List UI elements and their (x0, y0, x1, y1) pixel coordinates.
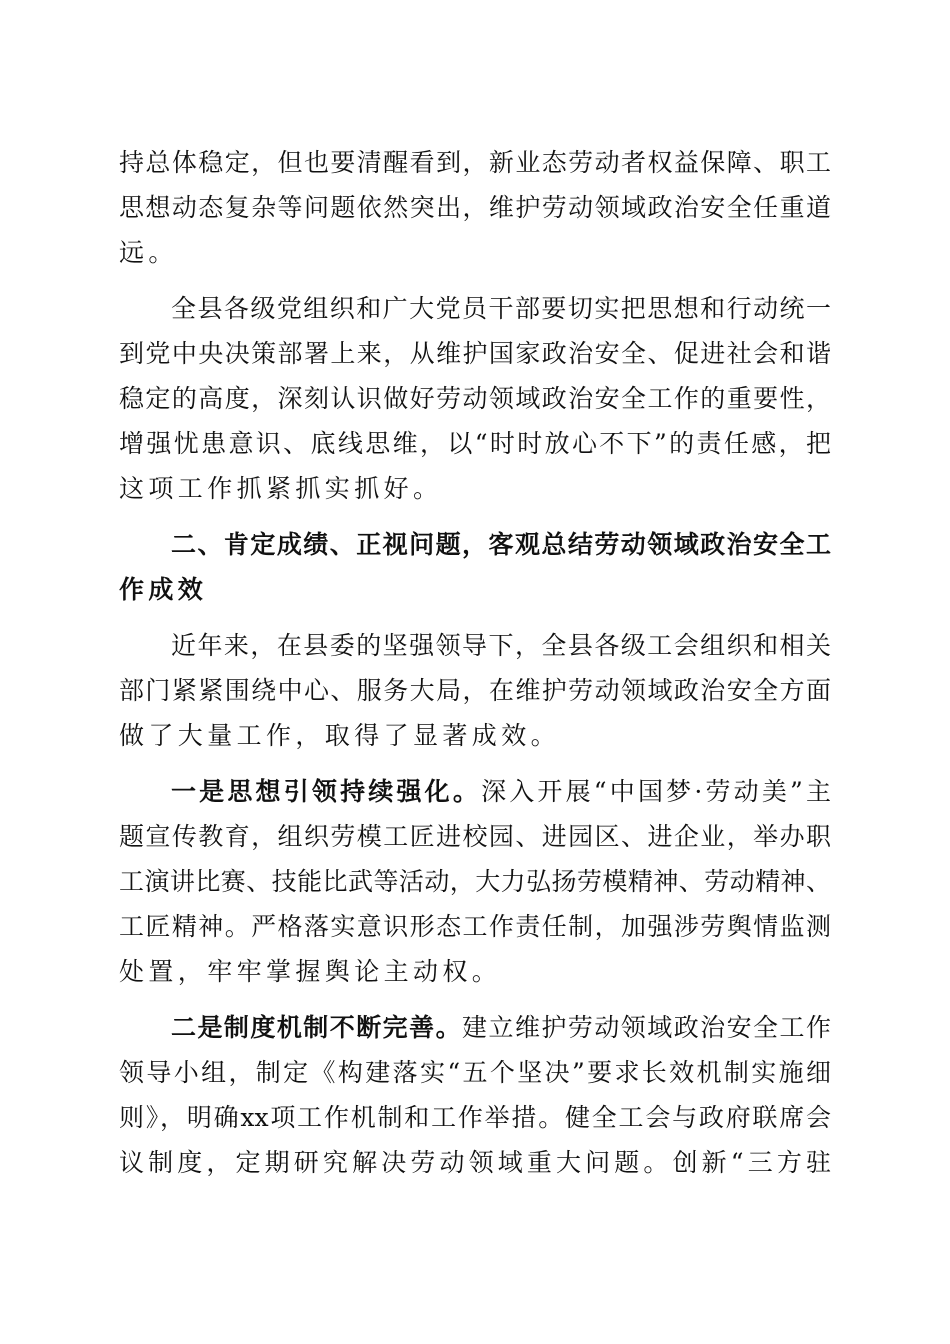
text-line: 思想动态复杂等问题依然突出，维护劳动领域政治安全任重道 (119, 193, 831, 222)
document-page (119, 140, 831, 1185)
paragraph (119, 286, 831, 511)
text-line: 近年来，在县委的坚强领导下，全县各级工会组织和相关 (171, 631, 831, 660)
text-line (119, 1005, 831, 1050)
paragraph (119, 769, 831, 994)
text-line: 部门紧紧围绕中心、服务大局，在维护劳动领域政治安全方面 (119, 676, 831, 705)
text-line: 做了大量工作，取得了显著成效。 (119, 721, 561, 750)
text-line: 全县各级党组织和广大党员干部要切实把思想和行动统一 (171, 294, 831, 323)
paragraph (119, 1005, 831, 1185)
text-line: 题宣传教育，组织劳模工匠进校园、进园区、进企业，举办职 (119, 822, 831, 851)
text-line: 到党中央决策部署上来，从维护国家政治安全、促进社会和谐 (119, 339, 831, 368)
heading-line: 作成效 (119, 575, 208, 604)
text-line: 处置，牢牢掌握舆论主动权。 (119, 957, 502, 986)
lead-phrase: 二是制度机制不断完善。 (171, 1013, 463, 1042)
section-heading (119, 522, 831, 612)
text-line: 远。 (119, 238, 178, 267)
heading-line: 二、肯定成绩、正视问题，客观总结劳动领域政治安全工 (171, 530, 831, 559)
text-line: 工演讲比赛、技能比武等活动，大力弘扬劳模精神、劳动精神、 (119, 867, 831, 896)
text-run: 深入开展“中国梦·劳动美”主 (481, 777, 831, 806)
paragraph (119, 140, 831, 275)
text-line: 增强忧患意识、底线思维，以“时时放心不下”的责任感，把 (119, 429, 831, 458)
lead-phrase: 一是思想引领持续强化。 (171, 777, 482, 806)
text-line: 领导小组，制定《构建落实“五个坚决”要求长效机制实施细 (119, 1058, 831, 1087)
text-line: 议制度，定期研究解决劳动领域重大问题。创新“三方驻 (119, 1148, 831, 1177)
text-line: 稳定的高度，深刻认识做好劳动领域政治安全工作的重要性， (119, 384, 831, 413)
text-line: 这项工作抓紧抓实抓好。 (119, 474, 443, 503)
text-line: 持总体稳定，但也要清醒看到，新业态劳动者权益保障、职工 (119, 148, 831, 177)
text-line (119, 769, 831, 814)
text-line: 则》，明确xx项工作机制和工作举措。健全工会与政府联席会 (119, 1103, 831, 1132)
text-run: 建立维护劳动领域政治安全工作 (462, 1013, 831, 1042)
text-line: 工匠精神。严格落实意识形态工作责任制，加强涉劳舆情监测 (119, 912, 831, 941)
paragraph (119, 623, 831, 758)
